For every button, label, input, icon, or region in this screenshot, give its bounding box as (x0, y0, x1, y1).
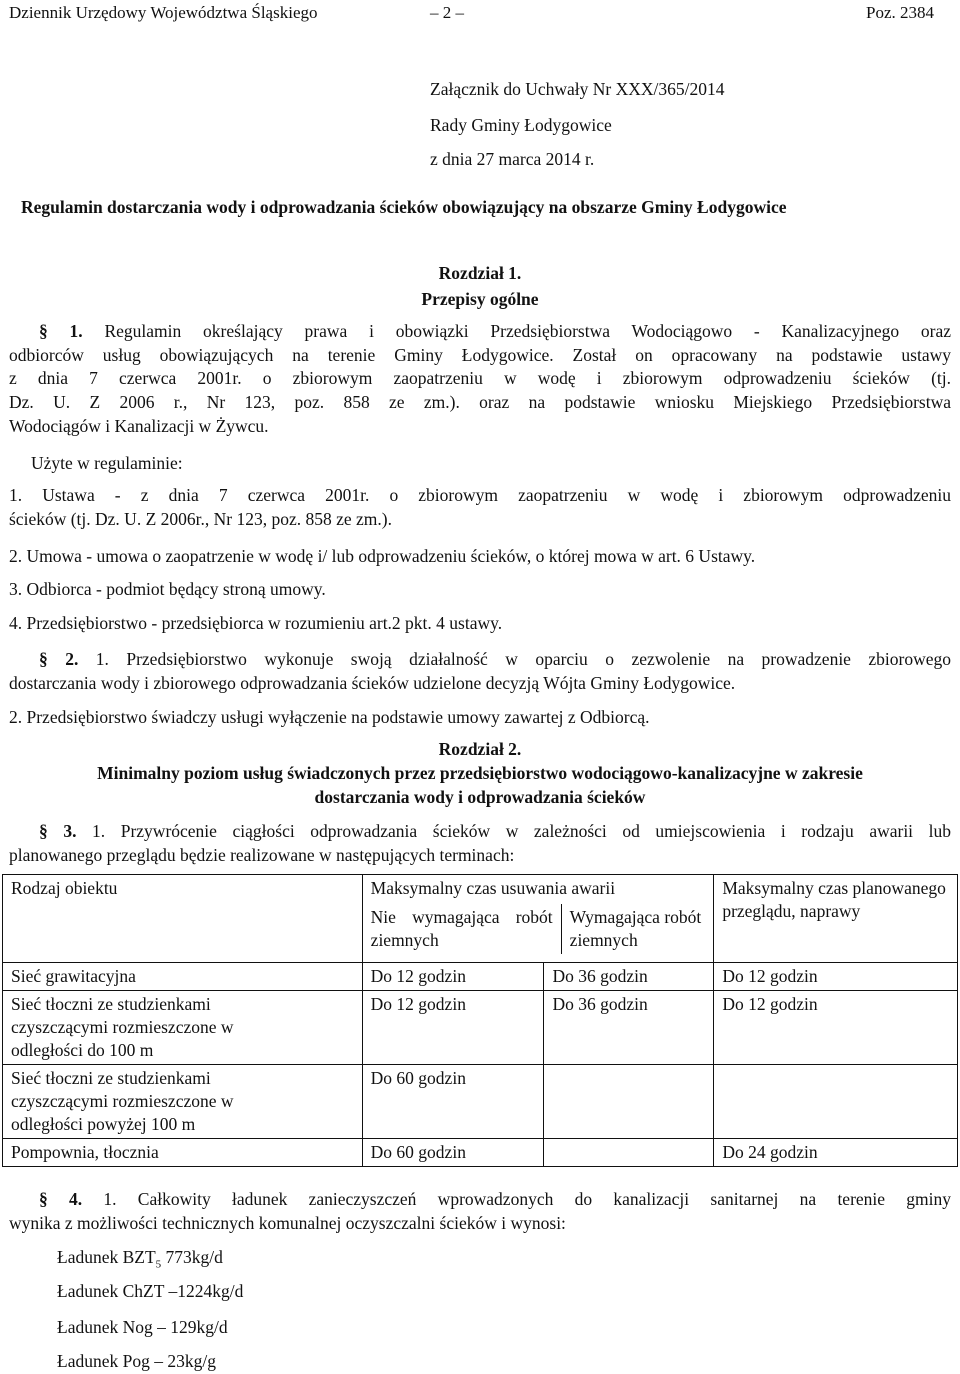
table-row: Sieć tłoczni ze studzienkami czyszczącymi rozmieszczone w odległości do 100 m Do 12 godzin Do 36 godzin Do 12 godzin (3, 991, 958, 1065)
section-1: § 1. Regulamin określający prawa i obowiązki Przedsiębiorstwa Wodociągowo - Kanalizacyjnego oraz odbiorców usług obowiązujących na terenie Gminy Łodygowice. Został on opracowany na podstawie ustawy z dnia 7 czerwca 2001r. o zbiorowym zaopatrzeniu w wodę i zbiorowym odprowadzeniu ścieków (tj. Dz. U. Z 2006 r., Nr 123, poz. 858 ze zm.). oraz na podstawie wniosku Miejskiego Przedsiębiorstwa Wodociągów i Kanalizacji w Żywcu. (9, 321, 952, 436)
header-object-type: Rodzaj obiektu (3, 875, 363, 963)
table-row: Sieć grawitacyjna Do 12 godzin Do 36 godzin Do 12 godzin (3, 963, 958, 991)
definition-2: 2. Umowa - umowa o zaopatrzenie w wodę i/ lub odprowadzeniu ścieków, o której mowa w art. 6 Ustawy. (9, 546, 756, 566)
position-number: Poz. 2384 (866, 3, 934, 22)
repair-times-table (2, 874, 958, 1167)
table-header-row (3, 875, 958, 963)
section-2-paragraph-1: § 2. 1. Przedsiębiorstwo wykonuje swoją działalność w oparciu o zezwolenie na prowadzenie zbiorowego dostarczania wody i zbiorowego odprowadzania ścieków udzielone decyzją Wójta Gminy Łodygowice. (9, 649, 952, 693)
document-title: Regulamin dostarczania wody i odprowadzania ścieków obowiązujący na obszarze Gminy Łodygowice (21, 197, 787, 217)
chapter-1-name: Przepisy ogólne (421, 289, 539, 309)
section-4-mark: § 4. (39, 1189, 83, 1209)
annex-line-2: Rady Gminy Łodygowice (430, 115, 612, 135)
header-earthworks: Wymagająca robót ziemnych (561, 904, 713, 954)
page-number: – 2 – (430, 3, 464, 22)
section-2-paragraph-2: 2. Przedsiębiorstwo świadczy usługi wyłączenie na podstawie umowy zawartej z Odbiorcą. (9, 707, 650, 727)
annex-line-3: z dnia 27 marca 2014 r. (430, 149, 595, 169)
section-1-mark: § 1. (39, 321, 83, 341)
section-4: § 4. 1. Całkowity ładunek zanieczyszczeń wprowadzonych do kanalizacji sanitarnej na terenie gminy wynika z możliwości technicznych komunalnej oczyszczalni ścieków i wynosi: (9, 1189, 952, 1233)
table-row: Pompownia, tłocznia Do 60 godzin Do 24 godzin (3, 1139, 958, 1167)
load-nog: Ładunek Nog – 129kg/d (57, 1317, 228, 1337)
definitions-intro: Użyte w regulaminie: (31, 453, 183, 473)
load-bzt: Ładunek $BZT_5$ 773kg/d (57, 1247, 223, 1271)
header-max-repair-time: Maksymalny czas usuwania awarii Nie wymagająca robót ziemnych Wymagająca robót ziemnych (362, 875, 714, 963)
chapter-1-label: Rozdział 1. (438, 263, 522, 283)
header-planned-inspection: Maksymalny czas planowanego przeglądu, naprawy (714, 875, 958, 963)
header-no-earthworks: Nie wymagająca robót ziemnych (370, 907, 553, 950)
chapter-2-name-line-1: Minimalny poziom usług świadczonych przez przedsiębiorstwo wodociągowo-kanalizacyjne w zakresie (97, 763, 863, 783)
load-chzt: Ładunek ChZT –1224kg/d (57, 1281, 244, 1301)
definition-4: 4. Przedsiębiorstwo - przedsiębiorca w rozumieniu art.2 pkt. 4 ustawy. (9, 613, 503, 633)
journal-name: Dziennik Urzędowy Województwa Śląskiego (9, 3, 318, 22)
annex-line-1: Załącznik do Uchwały Nr XXX/365/2014 (430, 79, 725, 99)
definition-3: 3. Odbiorca - podmiot będący stroną umowy. (9, 579, 326, 599)
section-3: § 3. 1. Przywrócenie ciągłości odprowadzania ścieków w zależności od umiejscowienia i rodzaju awarii lub planowanego przeglądu będzie realizowane w następujących terminach: (9, 821, 951, 865)
section-2-mark: § 2. (39, 649, 79, 669)
chapter-2-name-line-2: dostarczania wody i odprowadzania ścieków (314, 787, 646, 807)
definition-1: 1. Ustawa - z dnia 7 czerwca 2001r. o zbiorowym zaopatrzeniu w wodę i zbiorowym odprowadzeniu ścieków (tj. Dz. U. Z 2006r., Nr 123, poz. 858 ze zm.). (9, 485, 951, 529)
section-3-mark: § 3. (39, 821, 77, 841)
table-row: Sieć tłoczni ze studzienkami czyszczącymi rozmieszczone w odległości powyżej 100 m Do 60 godzin (3, 1065, 958, 1139)
load-pog: Ładunek Pog – 23kg/g (57, 1351, 216, 1371)
chapter-2-label: Rozdział 2. (438, 739, 522, 759)
